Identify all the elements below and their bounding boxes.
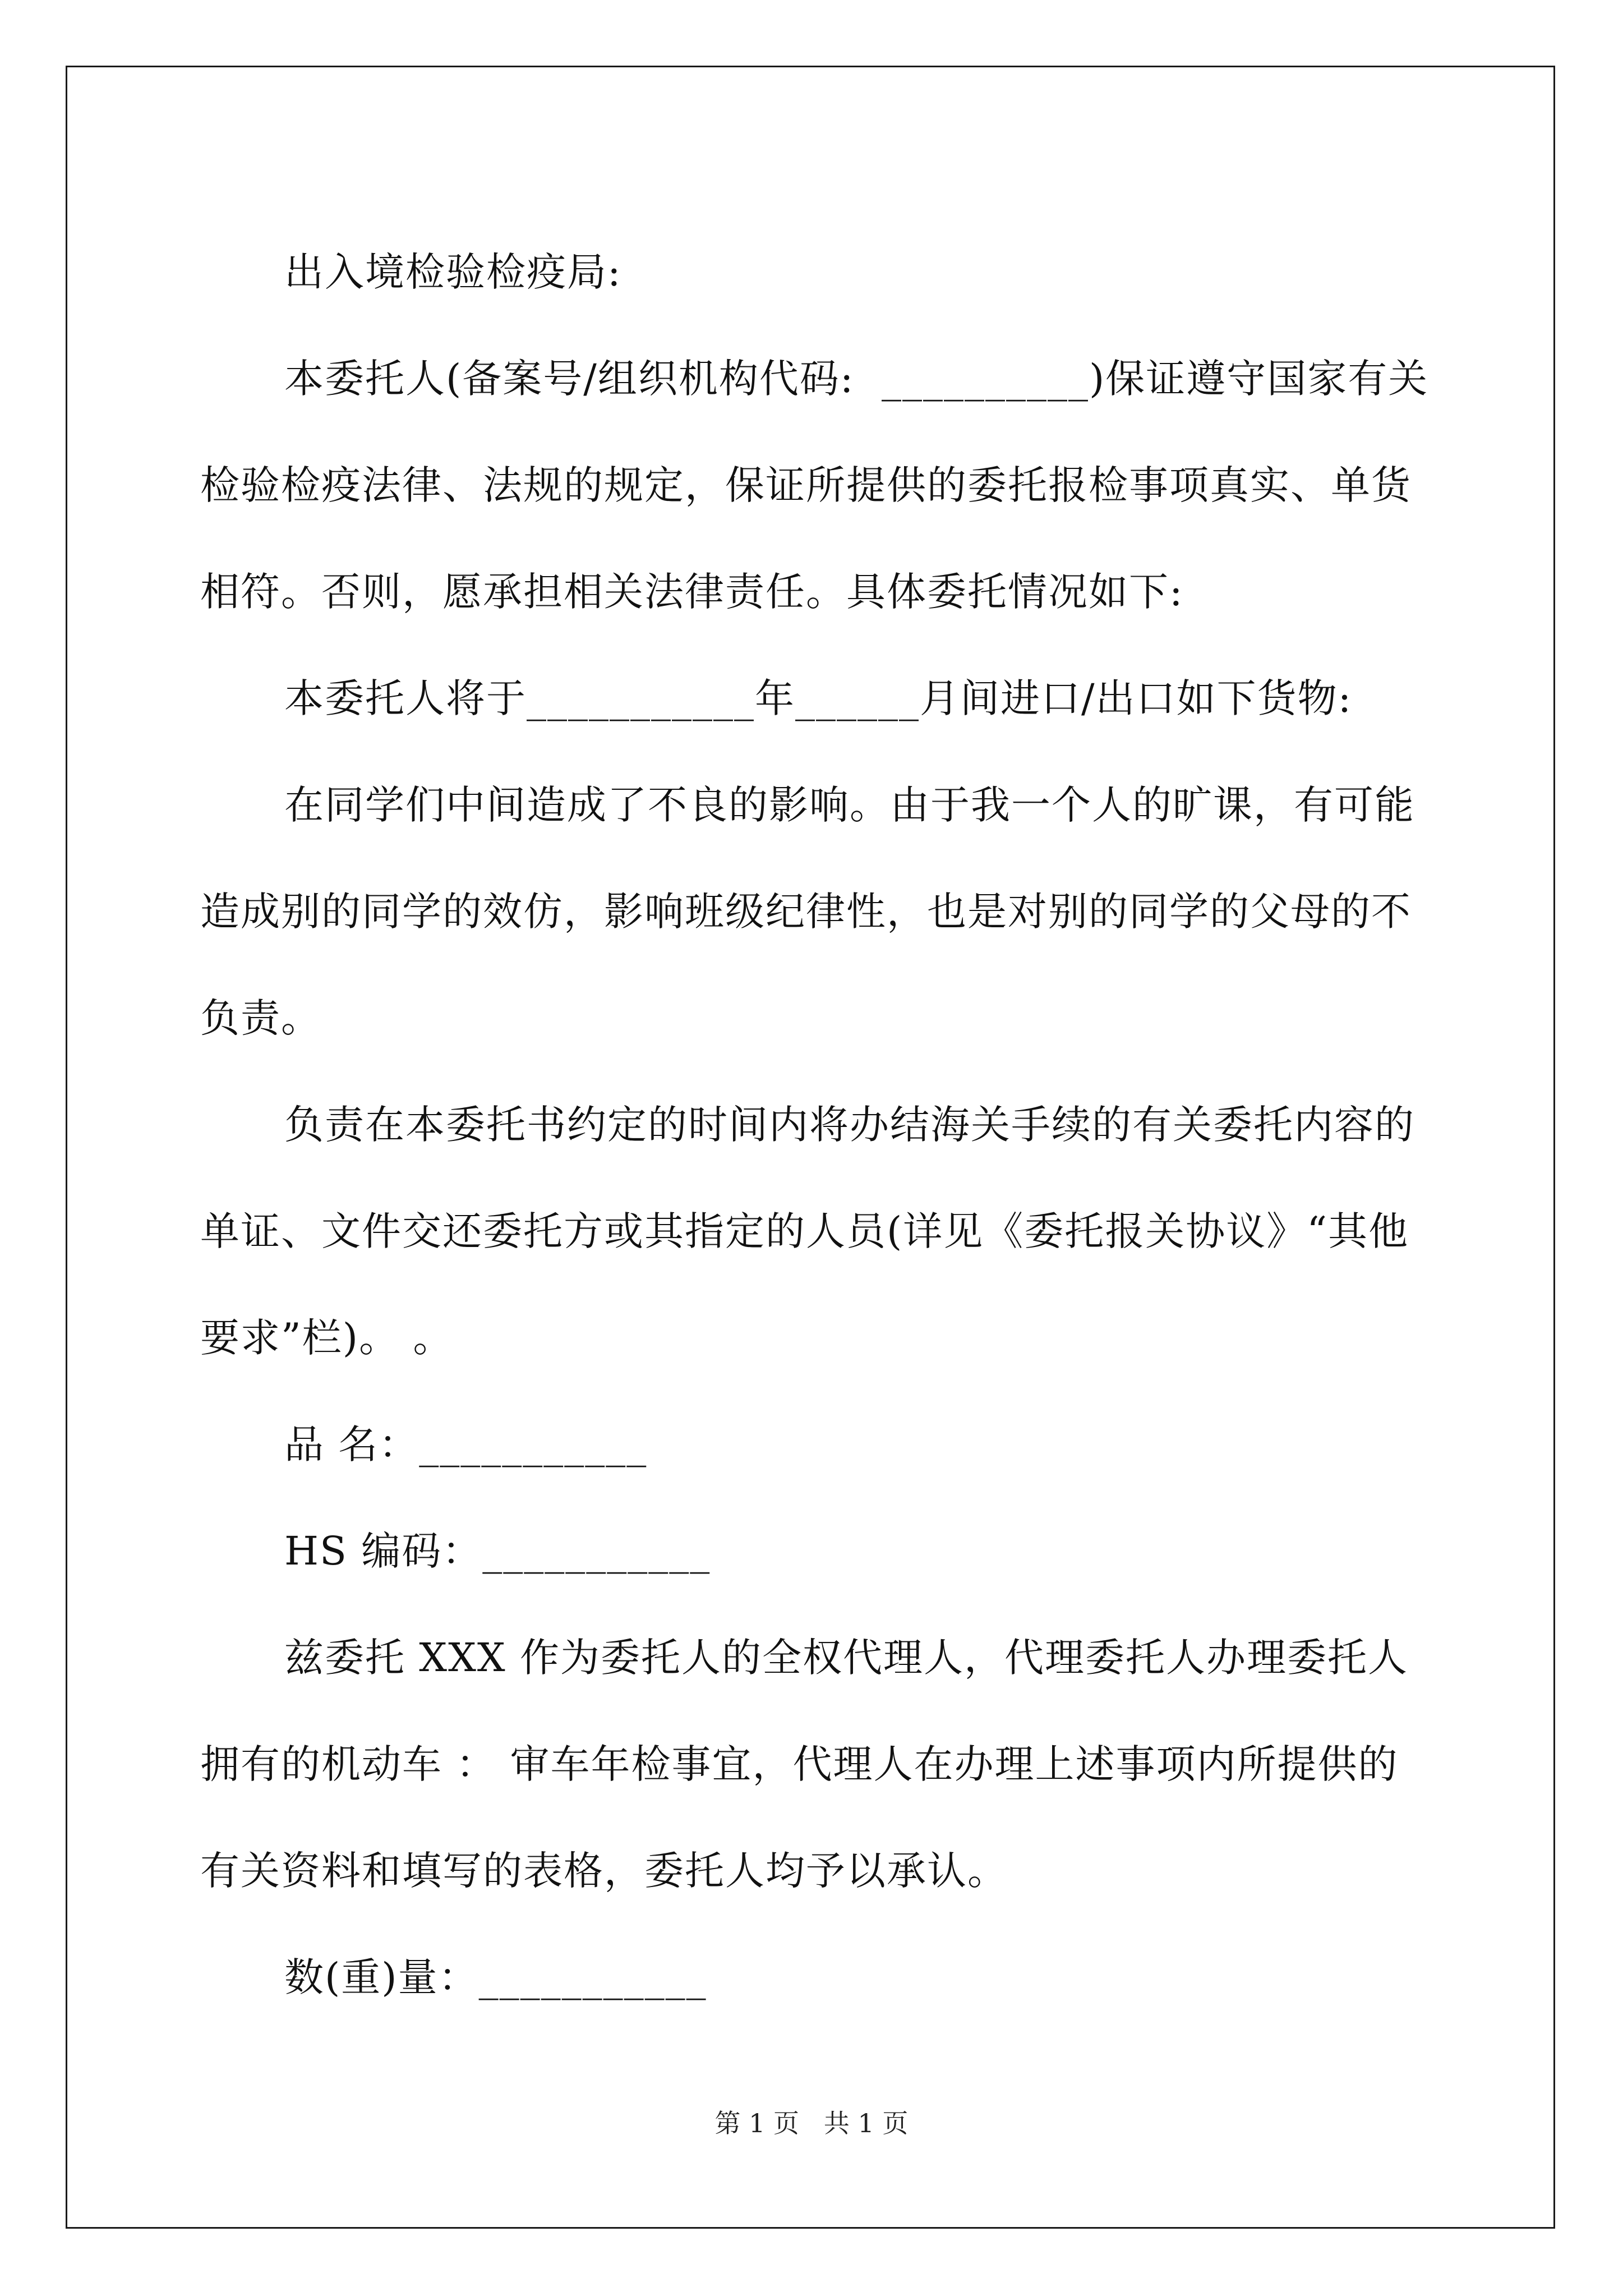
paragraph-addressee: 出入境检验检疫局: <box>284 249 622 295</box>
paragraph-responsibility: 负责在本委托书约定的时间内将办结海关手续的有关委托内容的单证、文件交还委托方或其指定的人员(详见《委托报关协议》“其他要求”栏)。 。 <box>200 1102 1415 1361</box>
document-body <box>200 219 1434 2031</box>
paragraph-declaration: 本委托人(备案号/组织机构代码: __________)保证遵守国家有关检验检疫法律、法规的规定，保证所提供的委托报检事项真实、单货相符。否则，愿承担相关法律责任。具体委托情况如下: <box>200 356 1429 615</box>
field-quantity-weight: 数(重)量：___________ <box>284 1954 707 2000</box>
paragraph-import-export-date: 本委托人将于___________年______月间进口/出口如下货物: <box>284 675 1353 721</box>
paragraph-influence: 在同学们中间造成了不良的影响。由于我一个人的旷课，有可能造成别的同学的效仿，影响班级纪律性，也是对别的同学的父母的不负责。 <box>200 782 1415 1041</box>
field-hs-code: HS 编码：___________ <box>284 1528 711 1574</box>
field-product-name: 品 名：___________ <box>284 1421 648 1467</box>
page-number-footer: 第 1 页 共 1 页 <box>714 2108 909 2138</box>
paragraph-authorization: 兹委托 XXX 作为委托人的全权代理人，代理委托人办理委托人拥有的机动车 ： 审车年检事宜，代理人在办理上述事项内所提供的有关资料和填写的表格，委托人均予以承认。 <box>200 1635 1409 1894</box>
